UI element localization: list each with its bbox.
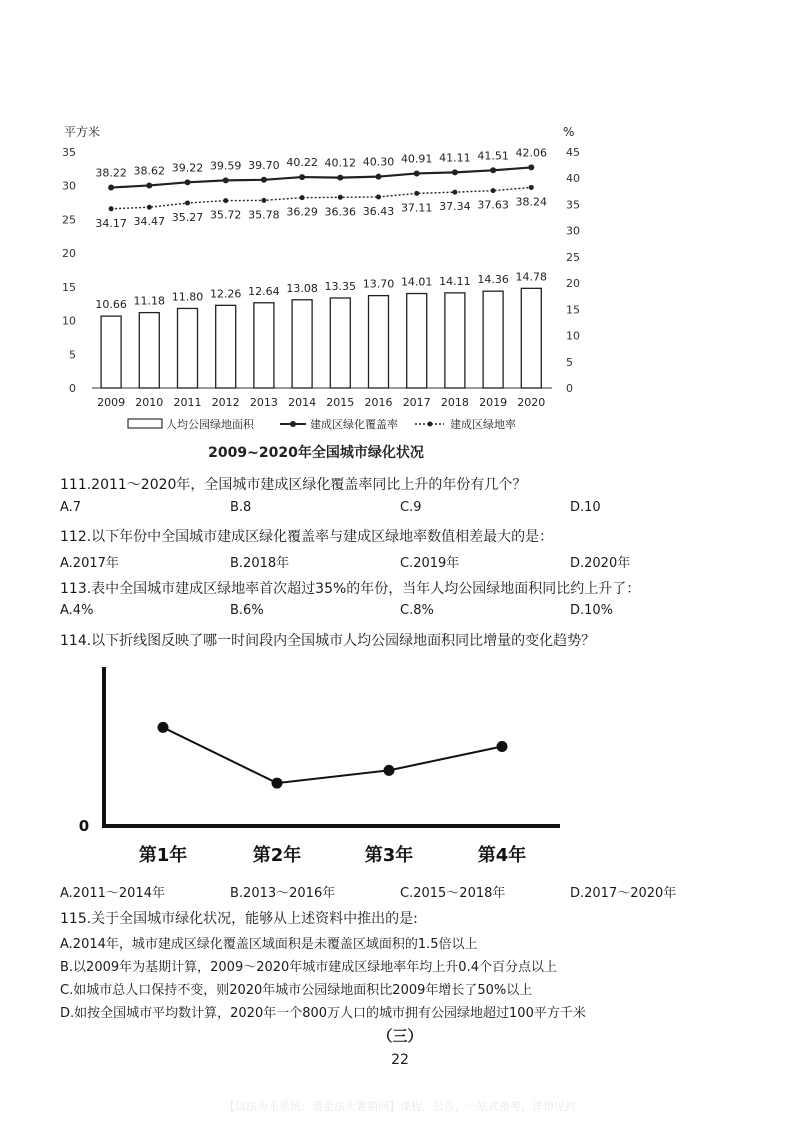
c1-line2-label-2016: 36.43: [362, 204, 395, 218]
c1-line2-label-2017: 37.11: [400, 201, 433, 215]
c1-line1-label-2012: 39.59: [209, 159, 242, 173]
right-tick-label-2: 10: [566, 329, 580, 343]
legend-line-marker: [290, 421, 296, 427]
c1-line1-point-2013: [261, 177, 267, 183]
x-tick-label-2011: 2011: [173, 396, 202, 409]
bar-label-2015: 13.35: [324, 279, 357, 293]
right-tick-label-4: 20: [566, 277, 580, 291]
section-label: （三）: [377, 1027, 423, 1045]
c1-line1-point-2019: [490, 167, 496, 173]
x-axis-tick-labels: [139, 844, 527, 866]
bar-2012: [216, 305, 236, 388]
x-tick-label-3: 第3年: [364, 845, 414, 866]
c1-line1-label-2018: 41.11: [439, 151, 471, 165]
green-status-chart: [0, 110, 800, 470]
c1-line2-point-2017: [414, 191, 419, 196]
left-tick-label-0: 0: [69, 382, 76, 395]
right-axis-unit: %: [563, 125, 575, 139]
left-tick-label-3: 15: [62, 280, 76, 294]
x-tick-label-2017: 2017: [402, 396, 431, 409]
c1-line1-label-2009: 38.22: [95, 166, 127, 180]
c1-line2-point-2009: [109, 206, 114, 211]
c1-line1-label-2014: 40.22: [286, 156, 318, 170]
left-tick-label-5: 25: [62, 213, 76, 227]
bar-label-2020: 14.78: [515, 270, 548, 284]
option-112-b[interactable]: B.2018年: [230, 556, 290, 571]
increment-line: [158, 722, 508, 789]
c1-line2-label-2015: 36.36: [324, 205, 357, 219]
c1-line1-point-2009: [108, 185, 114, 191]
bar-series-park-area: [95, 270, 547, 388]
c1-line1-label-2015: 40.12: [324, 156, 357, 170]
c1-line2-label-2010: 34.47: [133, 215, 166, 229]
x-tick-label-2018: 2018: [440, 396, 469, 409]
option-112-a[interactable]: A.2017年: [60, 556, 119, 571]
bar-label-2014: 13.08: [286, 281, 318, 295]
chart-title: 2009~2020年全国城市绿化状况: [208, 445, 424, 461]
page-number: 22: [391, 1052, 409, 1068]
question-111: 111.2011～2020年，全国城市建成区绿化覆盖率同比上升的年份有几个？: [60, 477, 527, 493]
legend-bar-label: 人均公园绿地面积: [166, 418, 254, 431]
bar-2013: [254, 303, 274, 388]
left-tick-label-4: 20: [62, 247, 76, 261]
c1-line1-point-2011: [185, 179, 191, 185]
option-111-c[interactable]: C.9: [400, 500, 422, 515]
option-115-a[interactable]: A.2014年，城市建成区绿化覆盖区域面积是未覆盖区域面积的1.5倍以上: [60, 937, 478, 952]
left-tick-label-2: 10: [62, 314, 76, 328]
x-tick-label-2010: 2010: [135, 396, 164, 409]
x-tick-label-2: 第2年: [252, 845, 302, 866]
left-axis-ticks: [62, 146, 76, 395]
right-tick-label-9: 45: [566, 146, 580, 159]
option-113-d[interactable]: D.10%: [570, 603, 614, 618]
c1-line2-label-2009: 34.17: [95, 216, 127, 230]
option-114-a[interactable]: A.2011～2014年: [60, 886, 165, 901]
c1-line1-label-2013: 39.70: [248, 158, 280, 172]
c1-line1-label-2010: 38.62: [133, 164, 166, 178]
option-115-d[interactable]: D.如按全国城市平均数计算，2020年一个800万人口的城市拥有公园绿地超过100平方千米: [60, 1006, 586, 1021]
c1-line2-point-2020: [529, 185, 534, 190]
right-tick-label-8: 40: [566, 172, 580, 186]
left-tick-label-6: 30: [62, 179, 76, 193]
bar-2015: [330, 298, 350, 388]
question-112: 112.以下年份中全国城市建成区绿化覆盖率与建成区绿地率数值相差最大的是：: [60, 529, 554, 545]
bar-label-2013: 12.64: [248, 284, 280, 298]
legend-dotted-label: 建成区绿地率: [450, 418, 516, 431]
c1-line2-point-2012: [223, 198, 228, 203]
c1-line2-point-2010: [147, 205, 152, 210]
c1-line2-point-2019: [491, 188, 496, 193]
line-series-coverage: [95, 146, 547, 190]
bar-2009: [101, 316, 121, 388]
c1-line2-point-2013: [261, 198, 266, 203]
bar-label-2017: 14.01: [400, 275, 433, 289]
option-114-d[interactable]: D.2017～2020年: [570, 886, 677, 901]
c1-line2-point-2018: [452, 190, 457, 195]
increment-line-path: [163, 727, 502, 783]
bar-2011: [178, 308, 198, 388]
c1-line2-label-2011: 35.27: [171, 211, 204, 225]
question-113: 113.表中全国城市建成区绿地率首次超过35%的年份，当年人均公园绿地面积同比约上升了：: [60, 581, 641, 597]
x-tick-label-2020: 2020: [517, 396, 546, 409]
x-tick-label-2015: 2015: [326, 396, 355, 409]
legend-dotted-marker: [428, 422, 433, 427]
right-tick-label-1: 5: [566, 355, 573, 369]
increment-trend-chart: [0, 655, 800, 875]
origin-label: 0: [78, 817, 90, 835]
right-tick-label-5: 25: [566, 250, 580, 264]
left-axis-unit: 平方米: [64, 125, 101, 139]
left-tick-label-1: 5: [69, 348, 76, 362]
x-tick-label-2014: 2014: [288, 396, 317, 409]
c1-line2-point-2014: [300, 195, 305, 200]
x-tick-label-2009: 2009: [97, 396, 126, 409]
c1-line1-point-2016: [376, 174, 382, 180]
legend-bar-swatch: [128, 419, 162, 428]
c1-line1-label-2019: 41.51: [477, 149, 509, 163]
bar-label-2010: 11.18: [133, 294, 166, 308]
c1-line1-label-2017: 40.91: [400, 152, 433, 166]
c1-line2-point-2015: [338, 195, 343, 200]
c1-line1-point-2010: [146, 182, 152, 188]
c1-line1-point-2012: [223, 177, 229, 183]
c1-line2-label-2012: 35.72: [209, 208, 242, 222]
c1-line2-point-2016: [376, 194, 381, 199]
option-115-b[interactable]: B.以2009年为基期计算，2009～2020年城市建成区绿地率年均上升0.4个百分点以上: [60, 960, 557, 975]
c1-line1-point-2020: [528, 164, 534, 170]
option-112-d[interactable]: D.2020年: [570, 556, 631, 571]
bar-2020: [521, 288, 541, 388]
option-111-b[interactable]: B.8: [230, 500, 252, 515]
bar-2019: [483, 291, 503, 388]
bar-label-2012: 12.26: [209, 287, 242, 301]
bar-2014: [292, 300, 312, 388]
bar-label-2011: 11.80: [171, 290, 204, 304]
c1-line1-label-2016: 40.30: [362, 155, 395, 169]
line-series-green-land: [95, 185, 547, 230]
option-113-b[interactable]: B.6%: [230, 603, 264, 618]
option-111-a[interactable]: A.7: [60, 500, 82, 515]
chart-legend: [128, 417, 516, 431]
option-113-a[interactable]: A.4%: [60, 603, 94, 618]
bar-label-2016: 13.70: [362, 277, 395, 291]
c1-line1-point-2015: [337, 175, 343, 181]
c1-line1-point-2018: [452, 169, 458, 175]
increment-point-2: [272, 778, 283, 789]
c1-line2-label-2018: 37.34: [439, 200, 471, 214]
option-114-c[interactable]: C.2015～2018年: [400, 886, 506, 901]
x-tick-label-2013: 2013: [249, 396, 278, 409]
c1-line2-label-2020: 38.24: [515, 195, 548, 209]
option-113-c[interactable]: C.8%: [400, 603, 434, 618]
x-tick-label-2016: 2016: [364, 396, 393, 409]
c1-line2-label-2013: 35.78: [248, 208, 280, 222]
increment-point-3: [384, 765, 395, 776]
bar-label-2019: 14.36: [477, 273, 509, 287]
increment-point-1: [158, 722, 169, 733]
bar-label-2009: 10.66: [95, 298, 127, 312]
c1-line1-label-2020: 42.06: [515, 146, 548, 160]
right-tick-label-0: 0: [566, 382, 573, 395]
c1-line2-point-2011: [185, 201, 190, 206]
footer-watermark: 【以法为王系统：道是法大署期问】课程，公告，一站式备考，详情见封: [224, 1100, 576, 1113]
right-tick-label-7: 35: [566, 198, 580, 212]
c1-line1-label-2011: 39.22: [171, 161, 204, 175]
bar-2016: [369, 296, 389, 388]
bar-2017: [407, 294, 427, 388]
x-tick-label-2019: 2019: [479, 396, 508, 409]
c1-line2-label-2019: 37.63: [477, 198, 509, 212]
right-tick-label-3: 15: [566, 303, 580, 317]
x-tick-label-2012: 2012: [211, 396, 240, 409]
left-tick-label-7: 35: [62, 146, 76, 159]
right-axis-ticks: [566, 146, 580, 395]
right-tick-label-6: 30: [566, 224, 580, 238]
increment-point-4: [497, 741, 508, 752]
legend-line-label: 建成区绿化覆盖率: [310, 418, 398, 431]
x-axis-tick-labels: [97, 396, 545, 409]
x-tick-label-1: 第1年: [138, 845, 188, 866]
option-115-c[interactable]: C.如城市总人口保持不变，则2020年城市公园绿地面积比2009年增长了50%以上: [60, 983, 533, 998]
bar-2010: [139, 313, 159, 388]
option-111-d[interactable]: D.10: [570, 500, 601, 515]
c1-line1-point-2014: [299, 174, 305, 180]
bar-2018: [445, 293, 465, 388]
question-114: 114.以下折线图反映了哪一时间段内全国城市人均公园绿地面积同比增量的变化趋势？: [60, 633, 596, 649]
c1-line2-label-2014: 36.29: [286, 205, 318, 219]
c1-line1-point-2017: [414, 170, 420, 176]
question-115: 115.关于全国城市绿化状况，能够从上述资料中推出的是:: [60, 911, 418, 927]
bar-label-2018: 14.11: [439, 274, 471, 288]
option-112-c[interactable]: C.2019年: [400, 556, 460, 571]
option-114-b[interactable]: B.2013～2016年: [230, 886, 336, 901]
x-tick-label-4: 第4年: [477, 845, 527, 866]
